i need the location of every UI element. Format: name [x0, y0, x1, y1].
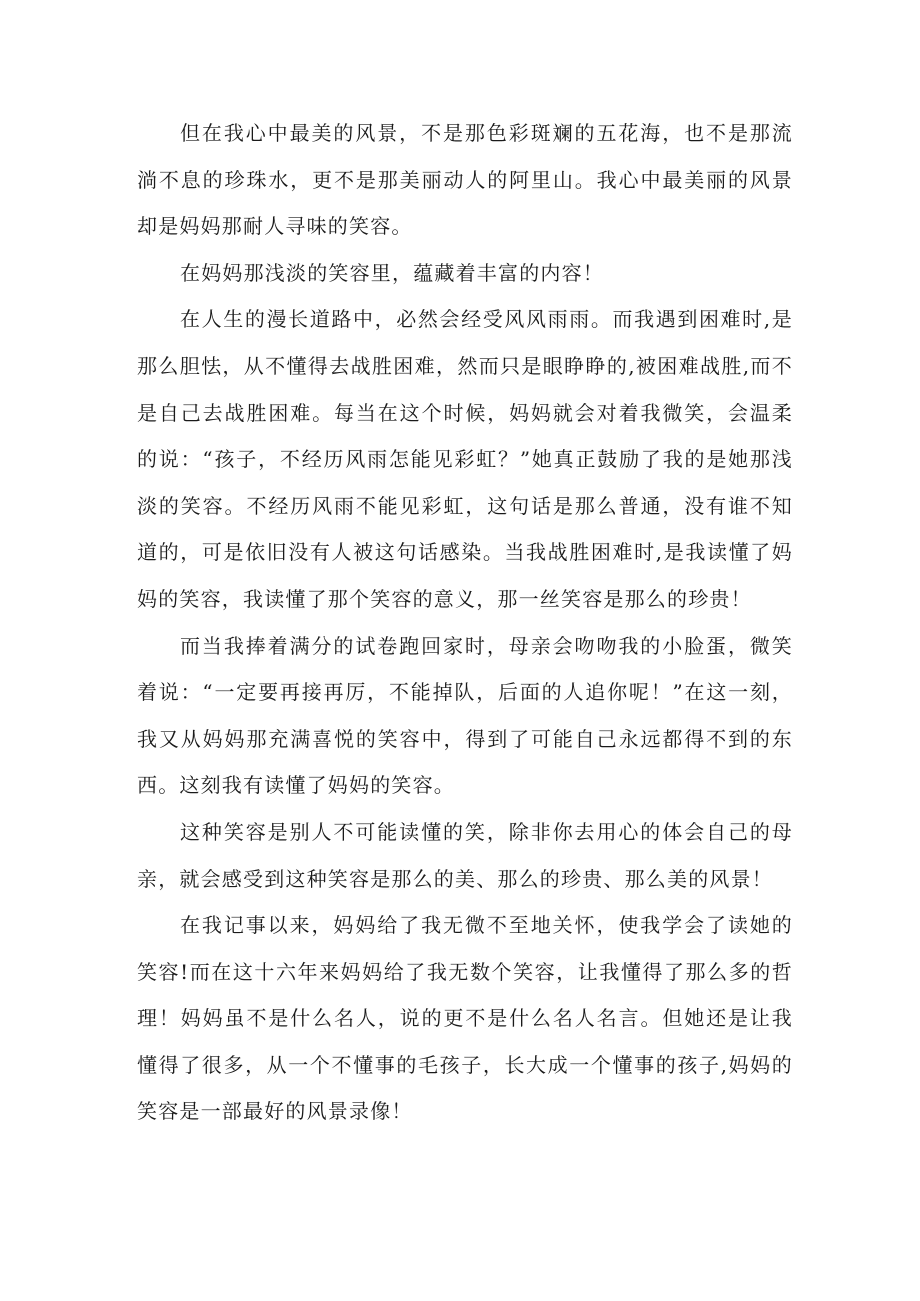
paragraph-4: 而当我捧着满分的试卷跑回家时，母亲会吻吻我的小脸蛋，微笑着说：“一定要再接再厉，不能掉队，后面的人追你呢！”在这一刻，我又从妈妈那充满喜悦的笑容中，得到了可能自己永远都得不到的东西。这刻我有读懂了妈妈的笑容。 — [137, 633, 793, 798]
article-body — [137, 110, 793, 1135]
paragraph-1: 但在我心中最美的风景，不是那色彩斑斓的五花海，也不是那流淌不息的珍珠水，更不是那美丽动人的阿里山。我心中最美丽的风景却是妈妈那耐人寻味的笑容。 — [137, 121, 793, 239]
paragraph-2: 在妈妈那浅淡的笑容里，蕴藏着丰富的内容！ — [180, 260, 604, 285]
paragraph-3: 在人生的漫长道路中，必然会经受风风雨雨。而我遇到困难时,是那么胆怯，从不懂得去战胜困难，然而只是眼睁睁的,被困难战胜,而不是自己去战胜困难。每当在这个时候，妈妈就会对着我微笑，会温柔的说：“孩子，不经历风雨怎能见彩虹？”她真正鼓励了我的是她那浅淡的笑容。不经历风雨不能见彩虹，这句话是那么普通，没有谁不知道的，可是依旧没有人被这句话感染。当我战胜困难时,是我读懂了妈妈的笑容，我读懂了那个笑容的意义，那一丝笑容是那么的珍贵！ — [137, 307, 793, 611]
paragraph-5: 这种笑容是别人不可能读懂的笑，除非你去用心的体会自己的母亲，就会感受到这种笑容是那么的美、那么的珍贵、那么美的风景！ — [137, 819, 793, 891]
paragraph-6: 在我记事以来，妈妈给了我无微不至地关怀，使我学会了读她的笑容!而在这十六年来妈妈给了我无数个笑容，让我懂得了那么多的哲理！妈妈虽不是什么名人，说的更不是什么名人名言。但她还是让我懂得了很多，从一个不懂事的毛孩子，长大成一个懂事的孩子,妈妈的笑容是一部最好的风景录像！ — [137, 913, 793, 1124]
